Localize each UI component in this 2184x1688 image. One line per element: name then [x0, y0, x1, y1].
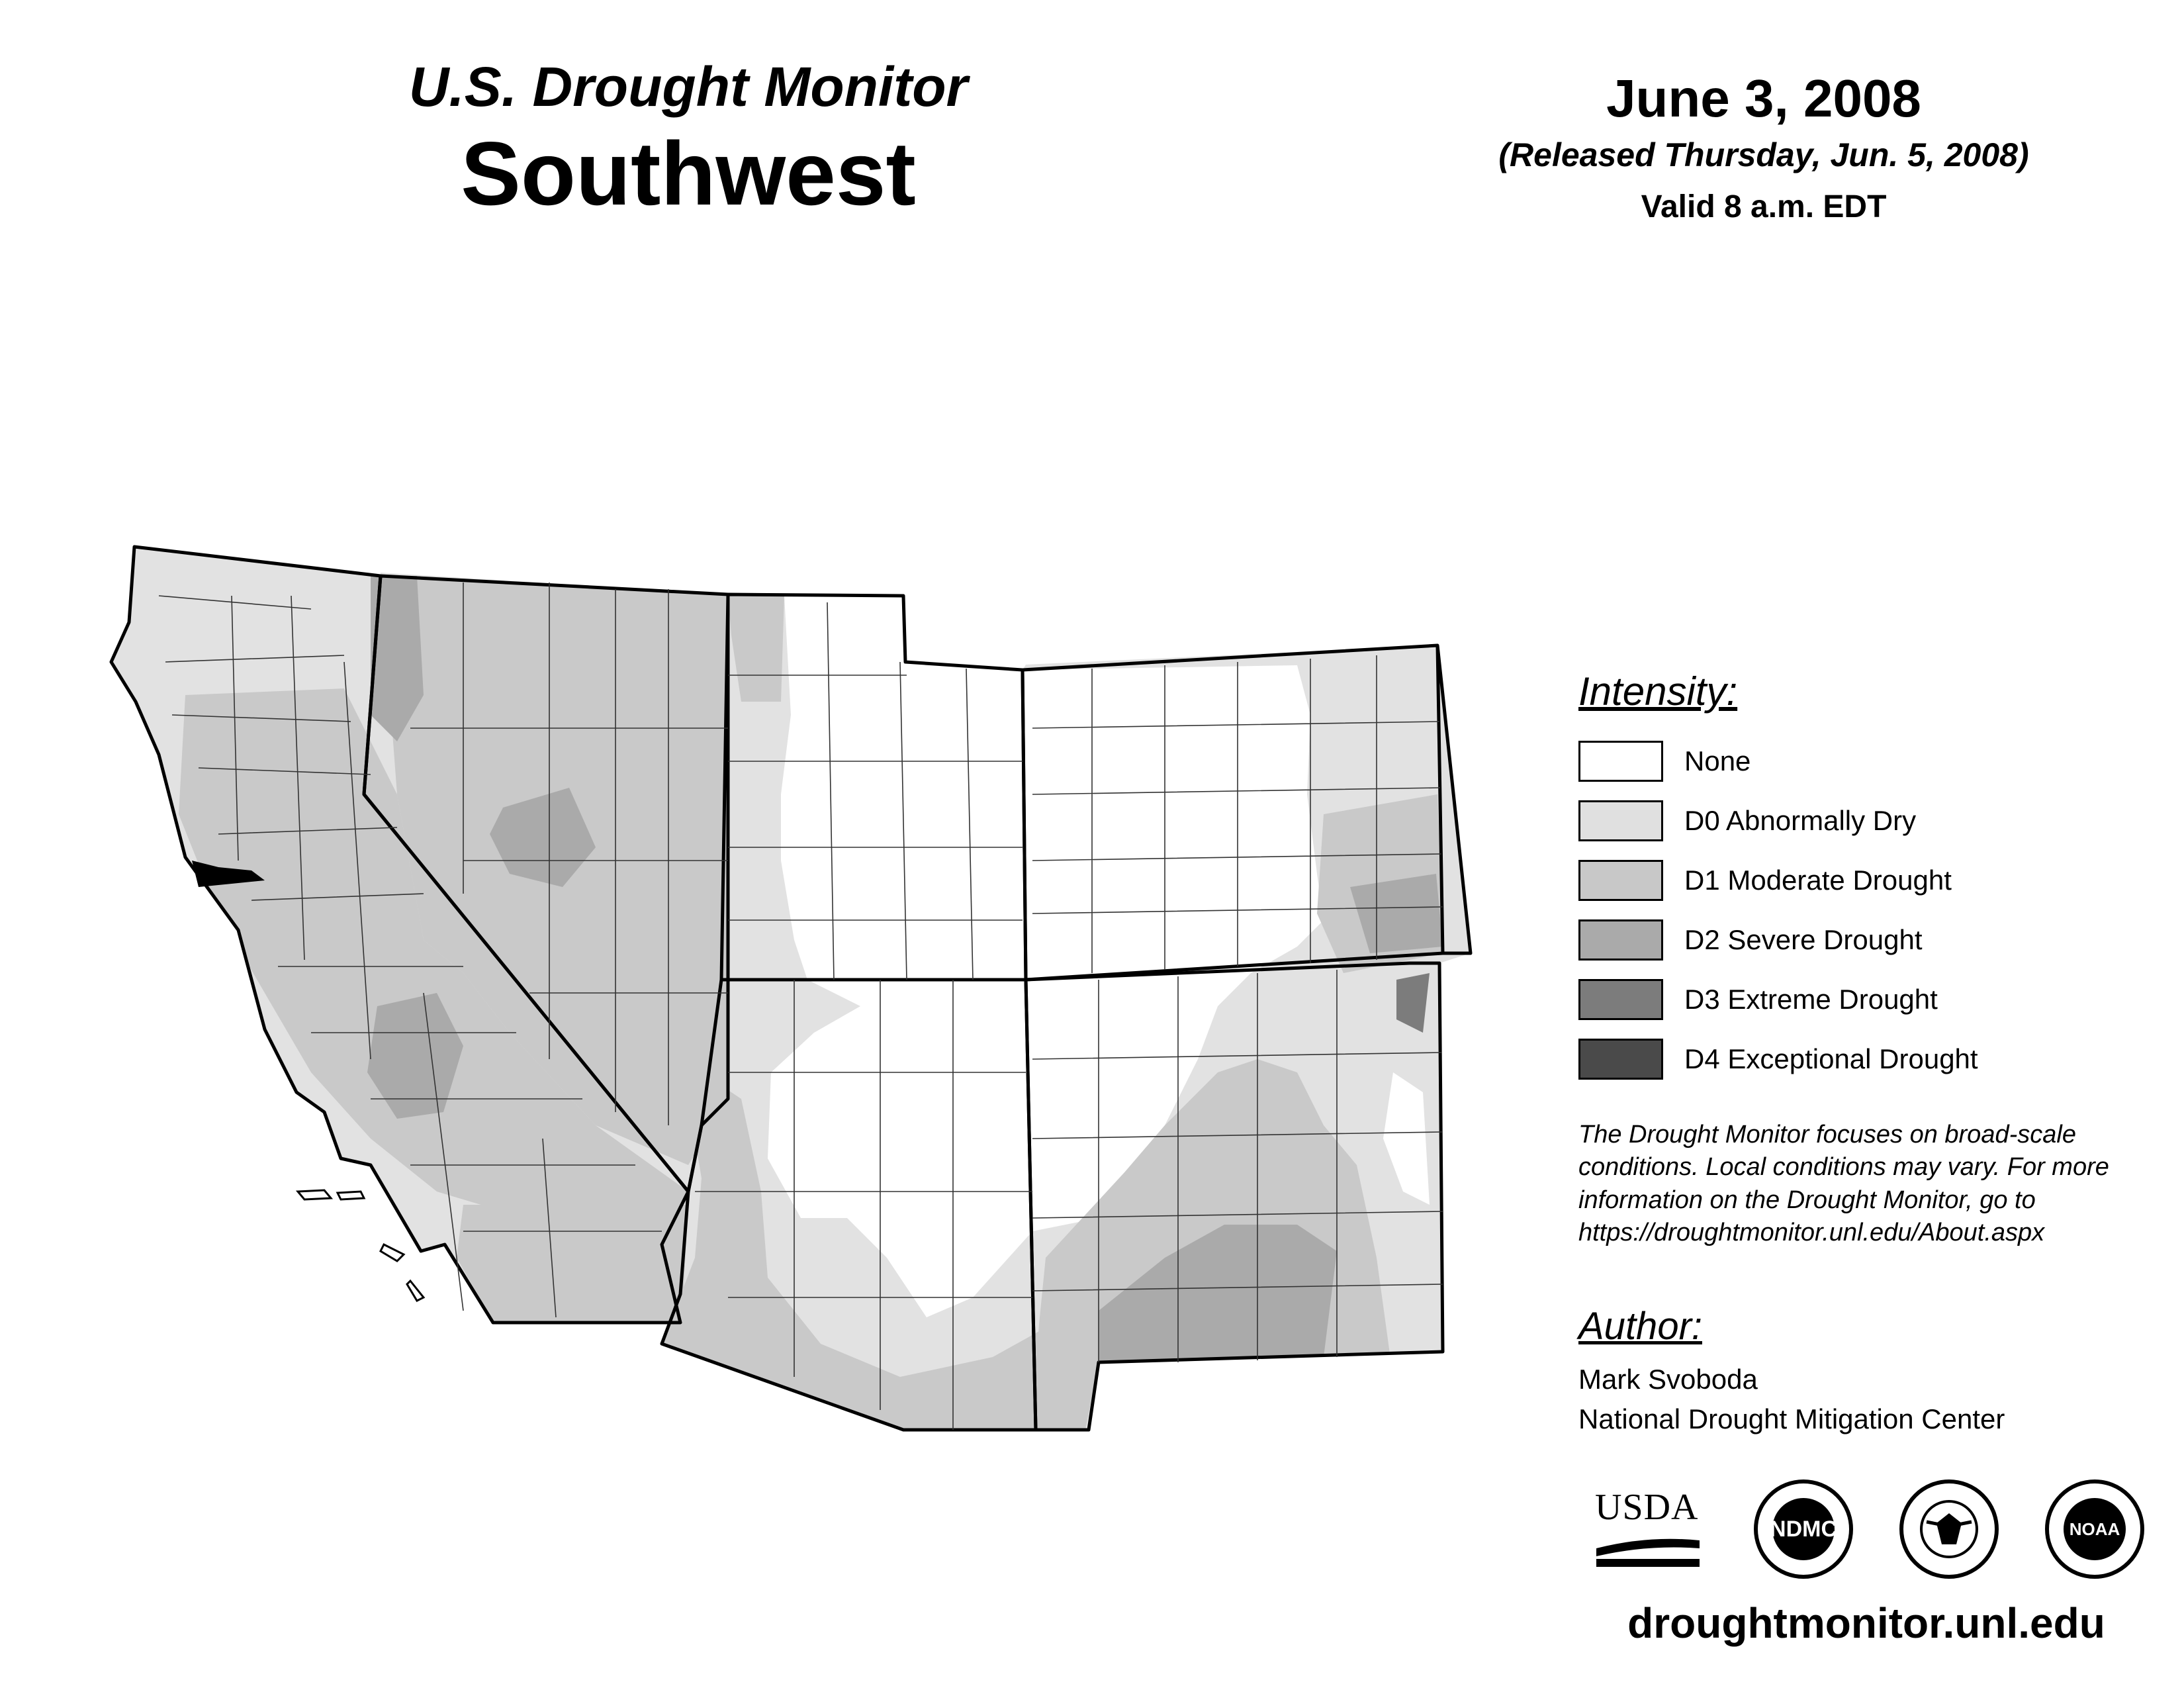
legend-label: None	[1684, 745, 1751, 776]
release-date: (Released Thursday, Jun. 5, 2008)	[1498, 136, 2029, 173]
legend-item-d4	[1578, 1029, 2174, 1089]
map-title: U.S. Drought Monitor	[408, 56, 968, 118]
legend-swatch	[1578, 1039, 1663, 1080]
legend-item-none	[1578, 731, 2174, 791]
legend-swatch	[1578, 741, 1663, 782]
island-santa-cruz	[338, 1192, 364, 1199]
d1-area-socal	[457, 1205, 688, 1324]
ndmc-logo	[1754, 1479, 1853, 1579]
legend-title: Intensity:	[1578, 669, 1738, 714]
legend-label: D0 Abnormally Dry	[1684, 805, 1917, 836]
legend-item-d0	[1578, 791, 2174, 851]
logo-row	[1588, 1479, 2171, 1592]
legend-swatch	[1578, 860, 1663, 901]
legend-item-d1	[1578, 851, 2174, 910]
commerce-seal-icon	[1899, 1479, 1999, 1579]
legend-label: D4 Exceptional Drought	[1684, 1043, 1978, 1074]
island-santa-catalina	[381, 1244, 404, 1261]
legend	[1578, 669, 2174, 1089]
author-heading: Author:	[1578, 1305, 1702, 1348]
island-santa-rosa	[298, 1190, 331, 1199]
legend-swatch	[1578, 800, 1663, 841]
legend-label: D2 Severe Drought	[1684, 924, 1923, 955]
valid-time: Valid 8 a.m. EDT	[1641, 189, 1887, 224]
region-title: Southwest	[461, 123, 916, 224]
author-organization: National Drought Mitigation Center	[1578, 1403, 2005, 1434]
eagle-shield-icon	[1903, 1483, 1995, 1575]
legend-item-d3	[1578, 970, 2174, 1029]
legend-swatch	[1578, 919, 1663, 961]
legend-label: D1 Moderate Drought	[1684, 865, 1952, 896]
noaa-logo	[2045, 1479, 2144, 1579]
island-san-clemente	[407, 1281, 424, 1301]
website-link[interactable]: droughtmonitor.unl.edu	[1627, 1599, 2105, 1647]
usda-logo-text: USDA	[1595, 1487, 1699, 1528]
disclaimer-note: The Drought Monitor focuses on broad-scale conditions. Local conditions may vary. For more information on the Drought Monitor, go to https://droughtmonitor.unl.edu/About.aspx	[1578, 1121, 2109, 1247]
usda-logo	[1595, 1486, 1707, 1571]
noaa-logo-text: NOAA	[2064, 1498, 2126, 1560]
map-date: June 3, 2008	[1606, 69, 1921, 128]
legend-swatch	[1578, 979, 1663, 1020]
usda-swoosh-icon	[1595, 1528, 1701, 1568]
author-name: Mark Svoboda	[1578, 1364, 1758, 1395]
legend-item-d2	[1578, 910, 2174, 970]
ndmc-logo-text: NDMC	[1772, 1498, 1835, 1560]
legend-label: D3 Extreme Drought	[1684, 984, 1938, 1015]
